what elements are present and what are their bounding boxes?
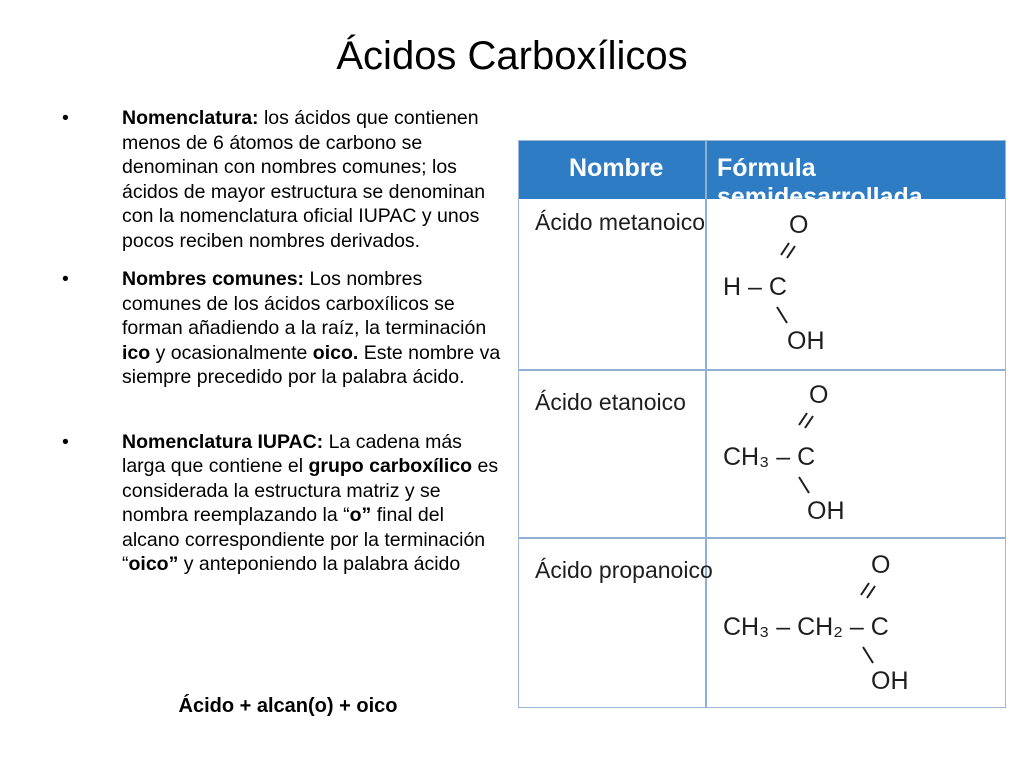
oxygen-label: O xyxy=(809,381,829,409)
single-bond xyxy=(863,647,873,663)
chain-label: CH₃ – CH₂ – C xyxy=(723,613,889,641)
chain-label: H – C xyxy=(723,273,787,301)
bullet-bold-text: oico” xyxy=(128,553,179,575)
double-bond xyxy=(787,246,795,258)
bullet-bold-text: ico xyxy=(122,341,151,364)
hydroxyl-label: OH xyxy=(871,667,909,695)
acid-name: Ácido etanoico xyxy=(535,389,686,415)
oxygen-label: O xyxy=(871,551,891,579)
bullet-nombres-comunes xyxy=(62,267,502,390)
bullet-list xyxy=(62,106,502,577)
double-bond xyxy=(799,413,807,425)
bullet-marker: • xyxy=(62,268,69,290)
structural-formula xyxy=(721,373,981,533)
slide-title: Ácidos Carboxílicos xyxy=(336,34,688,78)
row-divider xyxy=(519,537,1005,539)
double-bond xyxy=(861,583,869,595)
bullet-text: y ocasionalmente xyxy=(150,341,313,364)
column-divider xyxy=(705,141,707,707)
acid-name: Ácido propanoico xyxy=(535,557,713,583)
row-divider xyxy=(519,369,1005,371)
single-bond xyxy=(777,307,787,323)
bullet-text: La cadena más larga que contiene el xyxy=(122,430,462,477)
hydroxyl-label: OH xyxy=(807,497,845,525)
bullet-bold-text: o” xyxy=(349,504,372,526)
bullet-bold-text: oico. xyxy=(312,341,359,364)
bullet-text: Los nombres comunes de los ácidos carboxílicos se forman añadiendo a la raíz, la terminación xyxy=(122,268,487,339)
bullet-nomenclatura xyxy=(62,106,502,253)
acid-name: Ácido metanoico xyxy=(535,209,706,235)
structural-formula xyxy=(721,203,981,363)
bullet-marker: • xyxy=(62,430,69,453)
table-header xyxy=(519,141,1005,211)
bullet-text: es considerada la estructura matriz y se nombra reemplazando la “ xyxy=(122,455,499,526)
acids-table xyxy=(518,140,1006,708)
bullet-text: final del alcano correspondiente por la terminación “ xyxy=(122,504,486,575)
iupac-formula: Ácido + alcan(o) + oico xyxy=(178,695,398,717)
header-formula: Fórmula semidesarrollada xyxy=(717,154,923,211)
bullet-text: Este nombre va siempre precedido por la palabra ácido. xyxy=(122,341,501,388)
hydroxyl-label: OH xyxy=(787,327,825,355)
single-bond xyxy=(799,477,809,493)
bullet-lead: Nombres comunes: xyxy=(122,268,305,290)
bullet-bold-text: grupo carboxílico xyxy=(308,455,473,477)
double-bond xyxy=(805,416,813,428)
structural-formula xyxy=(721,543,1001,703)
bullet-marker: • xyxy=(62,107,69,129)
bullet-nomenclatura-iupac xyxy=(62,430,502,577)
header-nombre: Nombre xyxy=(569,154,664,182)
bullet-lead: Nomenclatura: xyxy=(122,107,259,129)
oxygen-label: O xyxy=(789,211,809,239)
double-bond xyxy=(867,586,875,598)
bullet-text: los ácidos que contienen menos de 6 átomos de carbono se denominan con nombres comunes; los ácidos de mayor estructura se denominan con la nomenclatura oficial IUPAC y unos pocos reciben nombres derivados. xyxy=(122,107,486,252)
bullet-lead: Nomenclatura IUPAC: xyxy=(122,430,324,453)
double-bond xyxy=(781,243,789,255)
chain-label: CH₃ – C xyxy=(723,443,816,471)
bullet-text: y anteponiendo la palabra ácido xyxy=(178,553,461,575)
